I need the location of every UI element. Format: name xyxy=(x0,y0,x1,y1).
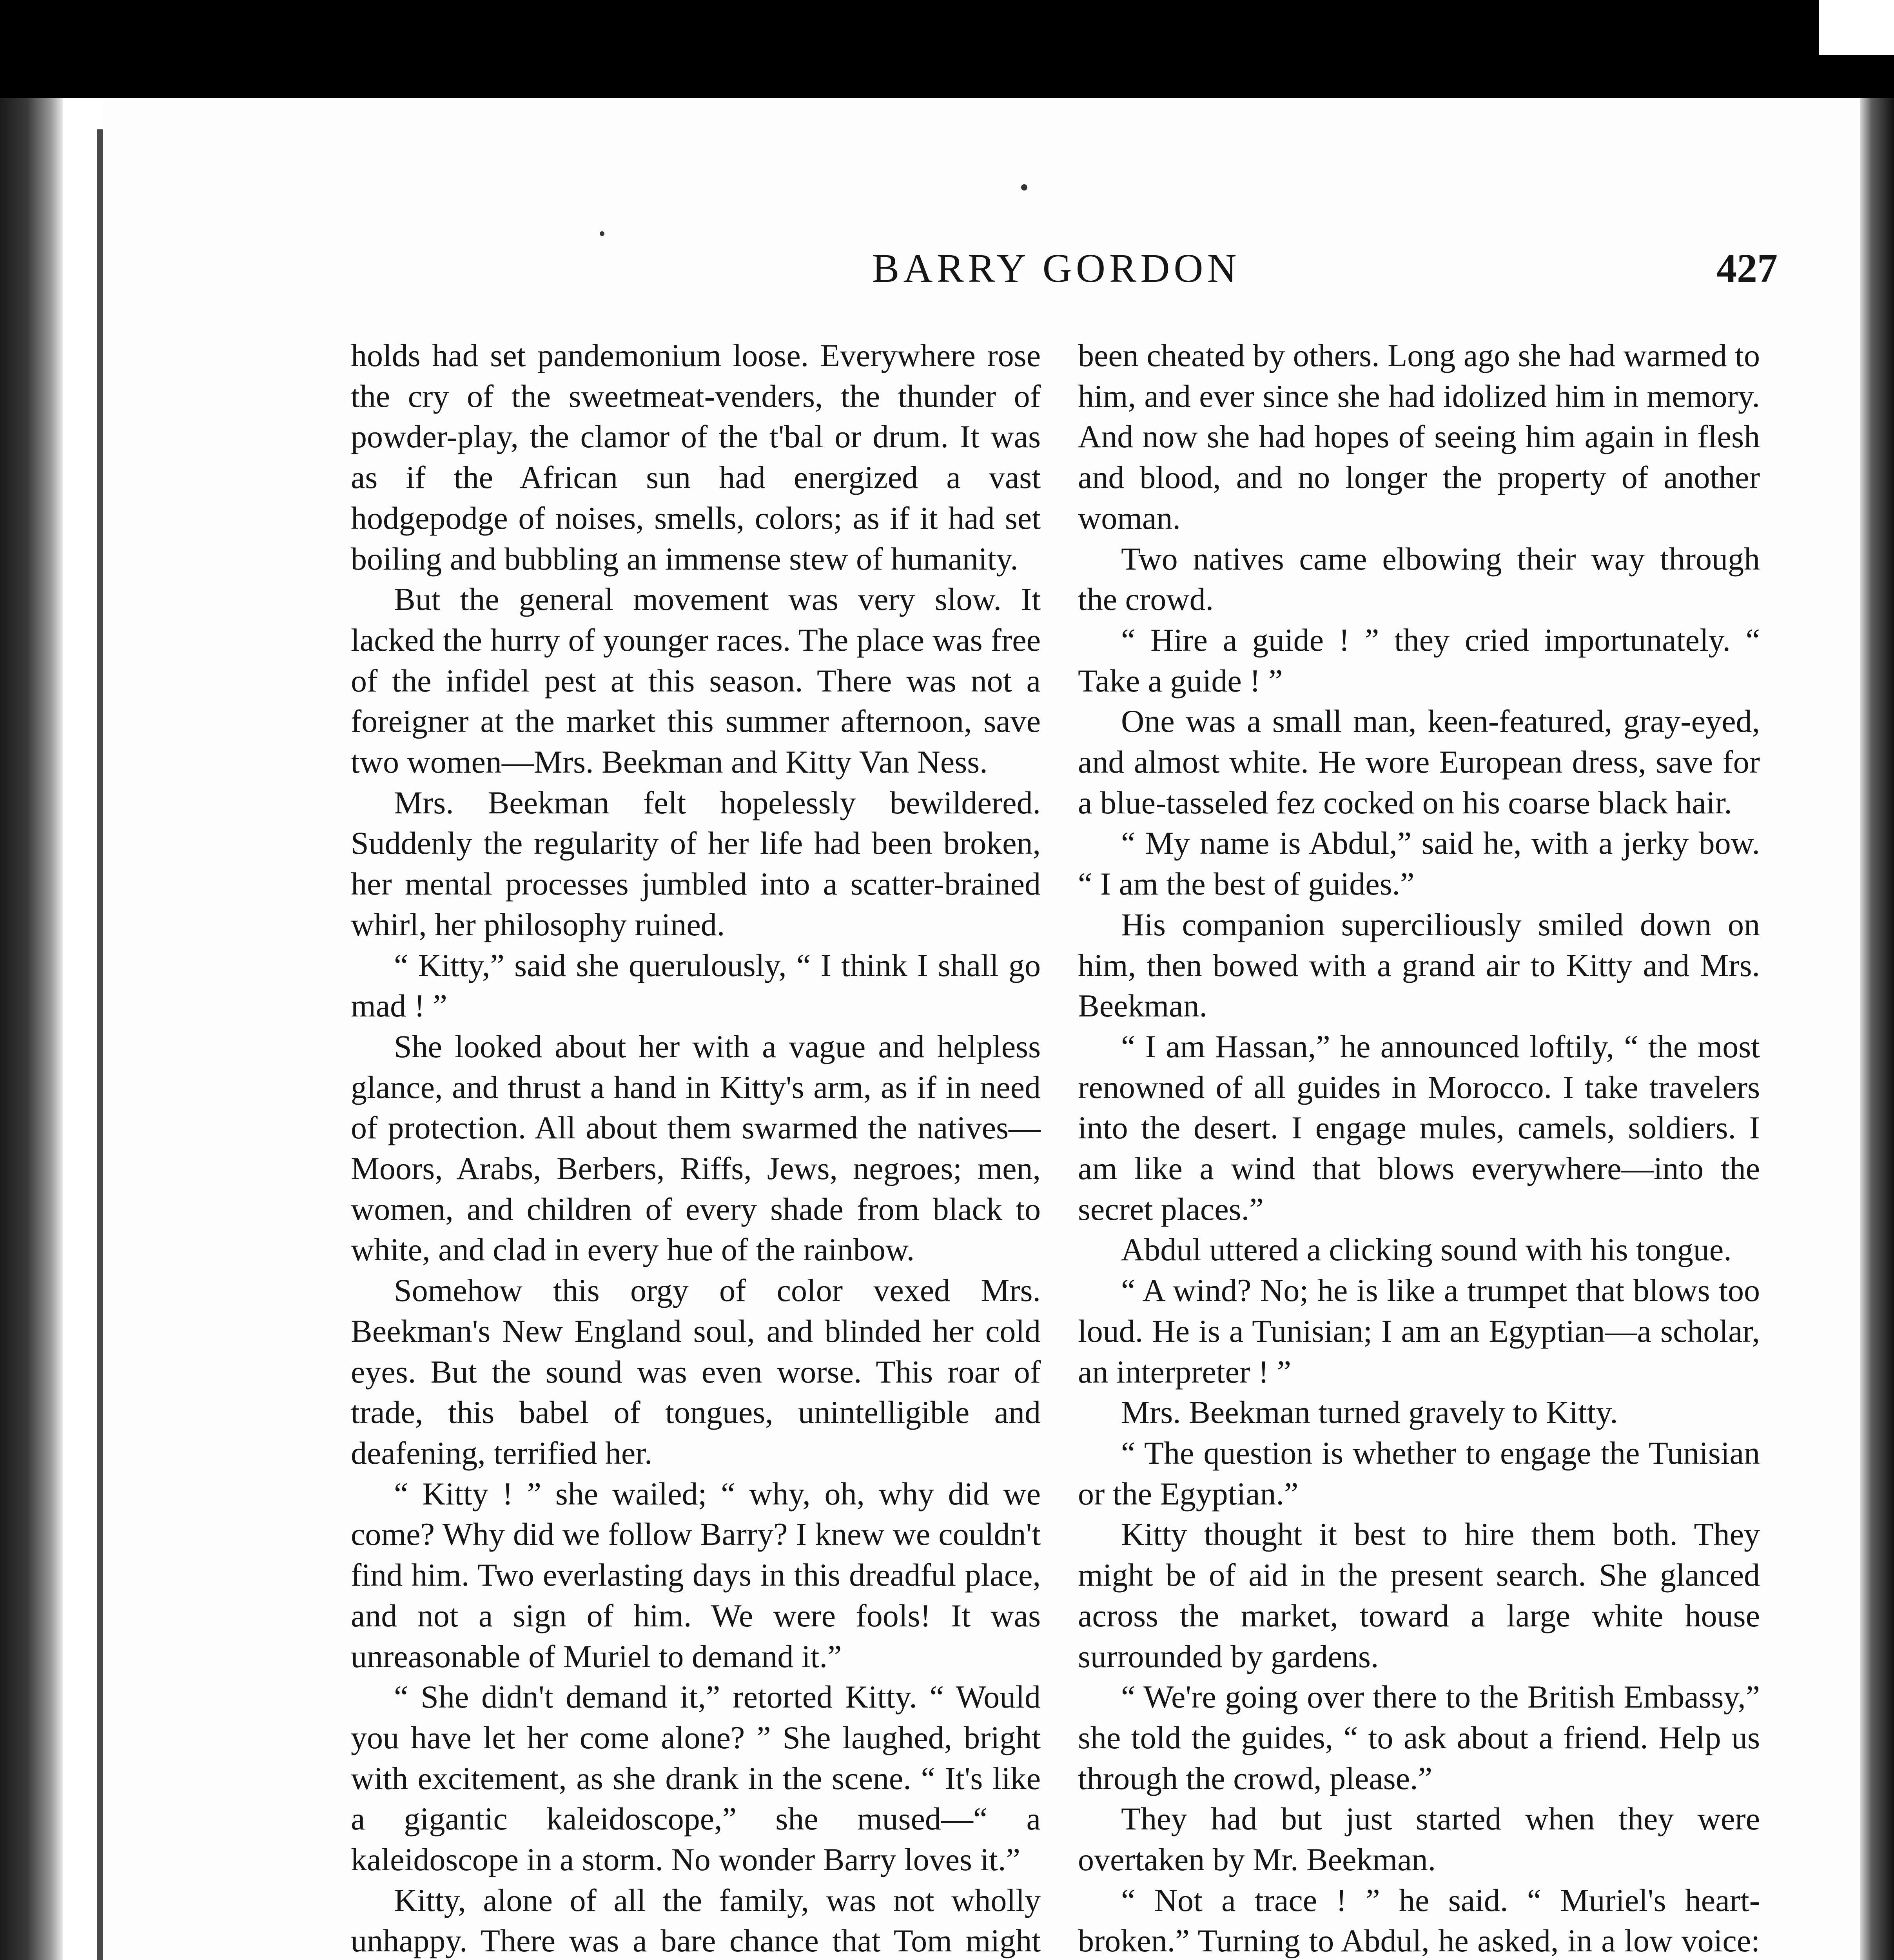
right-text-column xyxy=(1078,335,1760,1960)
paragraph: “ The question is whether to engage the Tunisian or the Egyptian.” xyxy=(1078,1435,1760,1512)
paragraph: “ My name is Abdul,” said he, with a jerky bow. “ I am the best of guides.” xyxy=(1078,825,1760,902)
paragraph: Kitty, alone of all the family, was not wholly unhappy. There was a bare chance that Tom might xyxy=(351,1882,1041,1959)
paragraph: They had but just started when they were overtaken by Mr. Beekman. xyxy=(1078,1801,1760,1878)
book-spine-shadow xyxy=(0,98,63,1960)
paragraph: “ I am Hassan,” he announced loftily, “ the most renowned of all guides in Morocco. I take travelers into the desert. I engage mules, camels, soldiers. I am like a wind that blows everywhere—into the secret places.” xyxy=(1078,1028,1760,1227)
paragraph: His companion superciliously smiled down on him, then bowed with a grand air to Kitty and Mrs. Beekman. xyxy=(1078,906,1760,1024)
paragraph: “ Not a trace ! ” he said. “ Muriel's heart-broken.” Turning to Abdul, he asked, in a low voice: xyxy=(1078,1882,1760,1959)
scan-speck xyxy=(1021,184,1027,191)
paragraph: been cheated by others. Long ago she had warmed to him, and ever since she had idolized him in memory. And now she had hopes of seeing him again in flesh and blood, and no longer the property of another woman. xyxy=(1078,338,1760,536)
paragraph: Somehow this orgy of color vexed Mrs. Beekman's New England soul, and blinded her cold eyes. But the sound was even worse. This roar of trade, this babel of tongues, unintelligible and deafening, terrified her. xyxy=(351,1272,1041,1471)
running-head: BARRY GORDON xyxy=(872,246,1241,291)
paragraph: holds had set pandemonium loose. Everywhere rose the cry of the sweetmeat-venders, the thunder of powder-play, the clamor of the t'bal or drum. It was as if the African sun had energized a vast hodgepodge of noises, smells, colors; as if it had set boiling and bubbling an immense stew of humanity. xyxy=(351,338,1041,577)
paragraph: “ She didn't demand it,” retorted Kitty. “ Would you have let her come alone? ” She laughed, bright with excitement, as she drank in the scene. “ It's like a gigantic kaleidoscope,” she mused—“ a kaleidoscope in a storm. No wonder Barry loves it.” xyxy=(351,1679,1041,1878)
paragraph: Two natives came elbowing their way through the crowd. xyxy=(1078,541,1760,617)
scan-right-border xyxy=(1860,98,1894,1960)
paragraph: Kitty thought it best to hire them both. They might be of aid in the present search. She glanced across the market, toward a large white house surrounded by gardens. xyxy=(1078,1516,1760,1674)
scan-top-border xyxy=(0,0,1894,98)
paragraph: Abdul uttered a clicking sound with his tongue. xyxy=(1121,1232,1732,1268)
paragraph: But the general movement was very slow. It lacked the hurry of younger races. The place was free of the infidel pest at this season. There was not a foreigner at the market this summer afternoon, save two women—Mrs. Beekman and Kitty Van Ness. xyxy=(351,581,1041,780)
scan-top-notch xyxy=(1819,0,1894,55)
gutter-line xyxy=(97,129,103,1960)
paragraph: Mrs. Beekman felt hopelessly bewildered. Suddenly the regularity of her life had been broken, her mental processes jumbled into a scatter-brained whirl, her philosophy ruined. xyxy=(351,784,1041,942)
paragraph: Mrs. Beekman turned gravely to Kitty. xyxy=(1121,1394,1618,1430)
paragraph: “ Hire a guide ! ” they cried importunately. “ Take a guide ! ” xyxy=(1078,622,1760,699)
left-text-column xyxy=(351,335,1041,1960)
paragraph: “ Kitty,” said she querulously, “ I think I shall go mad ! ” xyxy=(351,947,1041,1024)
scan-speck xyxy=(600,231,604,236)
paragraph: “ Kitty ! ” she wailed; “ why, oh, why did we come? Why did we follow Barry? I knew we couldn't find him. Two everlasting days in this dreadful place, and not a sign of him. We were fools! It was unreasonable of Muriel to demand it.” xyxy=(351,1475,1041,1674)
paragraph: “ We're going over there to the British Embassy,” she told the guides, “ to ask about a friend. Help us through the crowd, please.” xyxy=(1078,1679,1760,1796)
paragraph: “ A wind? No; he is like a trumpet that blows too loud. He is a Tunisian; I am an Egyptian—a scholar, an interpreter ! ” xyxy=(1078,1272,1760,1390)
page-number: 427 xyxy=(1716,246,1778,291)
paragraph: She looked about her with a vague and helpless glance, and thrust a hand in Kitty's arm, as if in need of protection. All about them swarmed the natives—Moors, Arabs, Berbers, Riffs, Jews, negroes; men, women, and children of every shade from black to white, and clad in every hue of the rainbow. xyxy=(351,1028,1041,1268)
paragraph: One was a small man, keen-featured, gray-eyed, and almost white. He wore European dress, save for a blue-tasseled fez cocked on his coarse black hair. xyxy=(1078,703,1760,820)
